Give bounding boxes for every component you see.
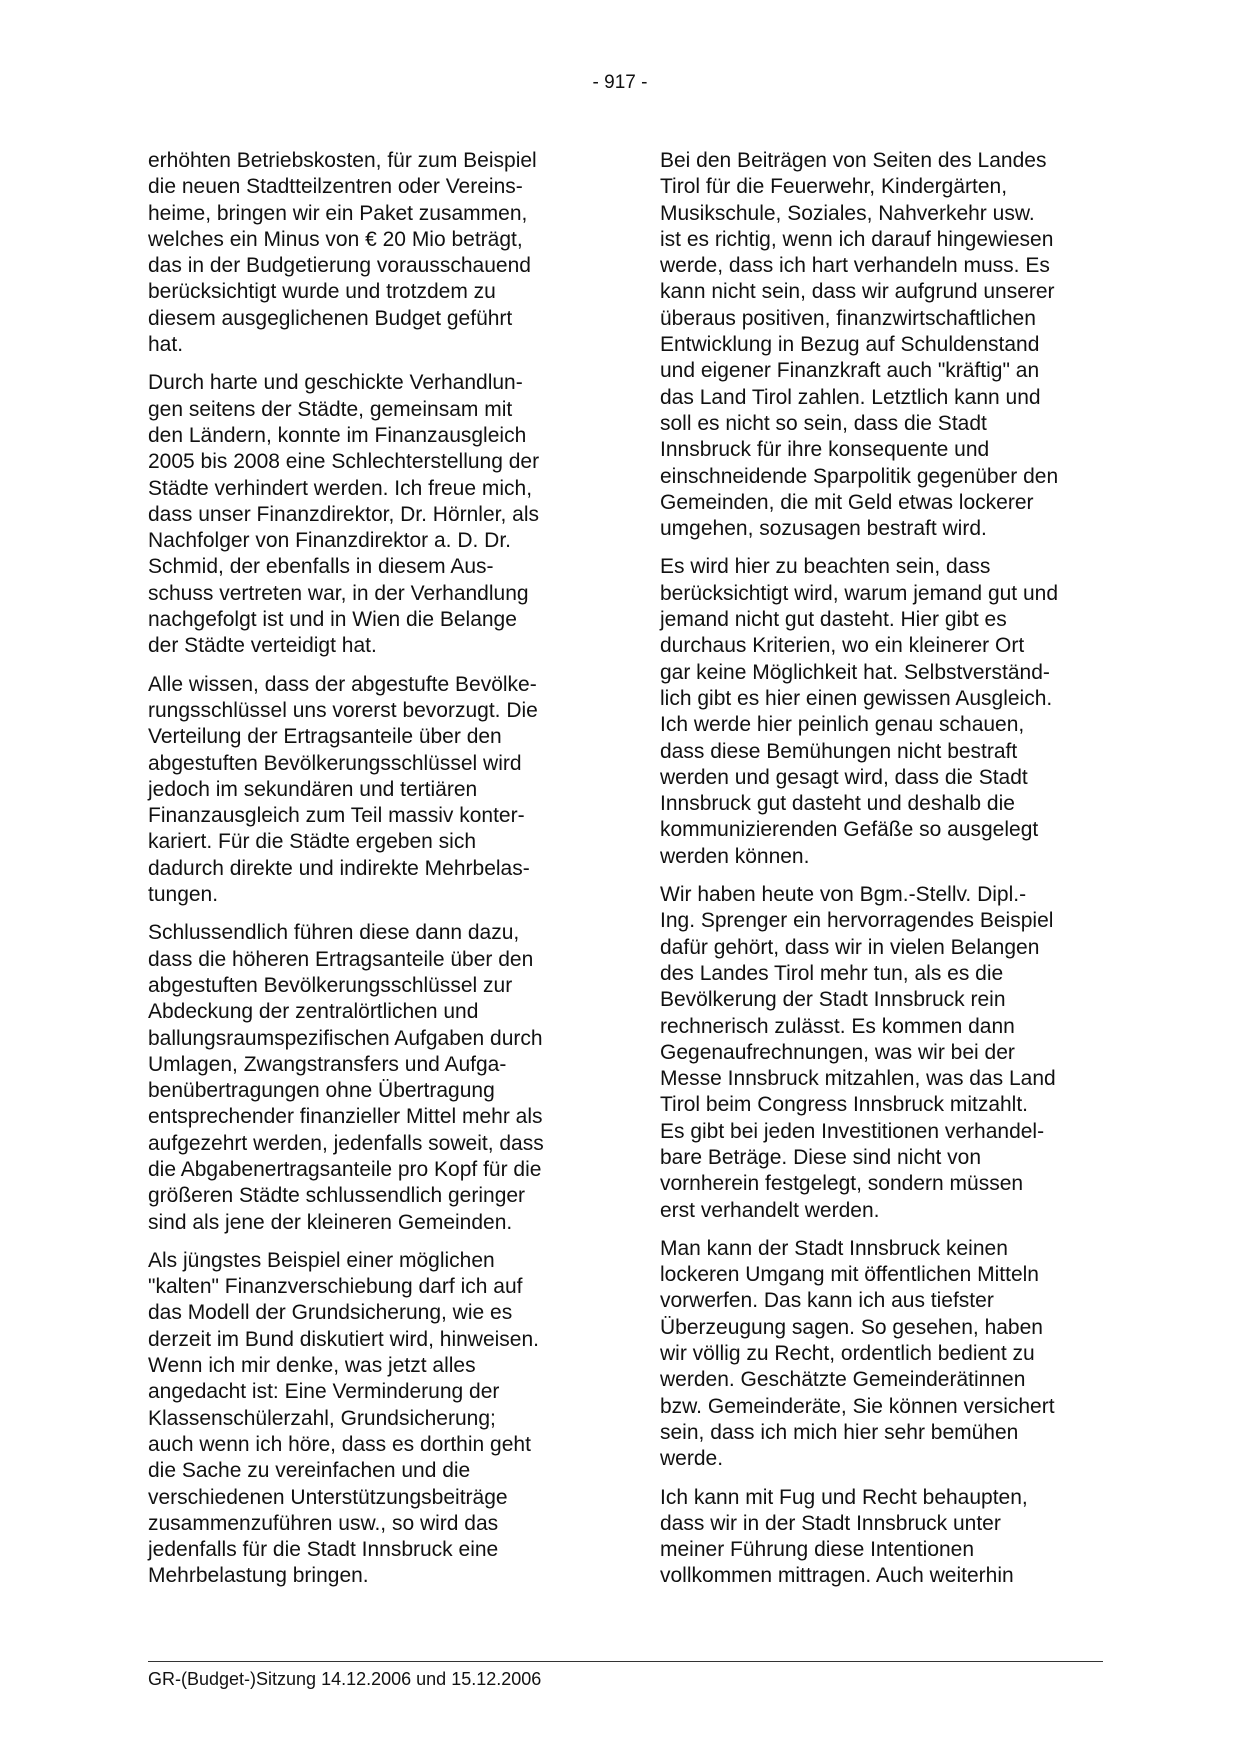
text-line: verschiedenen Unterstützungsbeiträge <box>148 1485 508 1509</box>
text-line: kommunizierenden Gefäße so ausgelegt <box>660 818 1039 842</box>
paragraph <box>148 370 588 659</box>
text-line: werden. Geschätzte Gemeinderätinnen <box>660 1368 1026 1392</box>
text-line: werden können. <box>660 844 810 868</box>
text-line: jedenfalls für die Stadt Innsbruck eine <box>148 1538 499 1562</box>
text-line: schuss vertreten war, in der Verhandlung <box>148 581 529 605</box>
text-line: aufgezehrt werden, jedenfalls soweit, dass <box>148 1131 544 1155</box>
text-line: Mehrbelastung bringen. <box>148 1564 369 1588</box>
text-line: das in der Budgetierung vorausschauend <box>148 254 531 278</box>
text-line: Gegenaufrechnungen, was wir bei der <box>660 1040 1015 1064</box>
text-line: die neuen Stadtteilzentren oder Vereins- <box>148 175 523 199</box>
text-line: Wir haben heute von Bgm.-Stellv. Dipl.- <box>660 883 1027 907</box>
paragraph <box>148 148 588 358</box>
text-line: Klassenschülerzahl, Grundsicherung; <box>148 1406 496 1430</box>
text-line: dass unser Finanzdirektor, Dr. Hörnler, als <box>148 502 540 526</box>
text-line: des Landes Tirol mehr tun, als es die <box>660 961 1004 985</box>
text-line: Als jüngstes Beispiel einer möglichen <box>148 1248 495 1272</box>
text-line: abgestuften Bevölkerungsschlüssel zur <box>148 973 513 997</box>
footer-text: GR-(Budget-)Sitzung 14.12.2006 und 15.12.2006 <box>148 1669 542 1689</box>
text-line: Man kann der Stadt Innsbruck keinen <box>660 1236 1008 1260</box>
paragraph <box>148 672 588 909</box>
text-line: wir völlig zu Recht, ordentlich bedient zu <box>660 1342 1035 1366</box>
paragraph <box>148 920 588 1236</box>
text-line: Tirol beim Congress Innsbruck mitzahlt. <box>660 1093 1029 1117</box>
text-line: heime, bringen wir ein Paket zusammen, <box>148 201 528 225</box>
text-line: Bei den Beiträgen von Seiten des Landes <box>660 149 1047 172</box>
text-line: sein, dass ich mich hier sehr bemühen <box>660 1420 1019 1444</box>
paragraph <box>148 1248 588 1590</box>
text-line: jemand nicht gut dasteht. Hier gibt es <box>660 608 1007 632</box>
text-line: berücksichtigt wird, warum jemand gut und <box>660 581 1059 605</box>
text-line: Innsbruck gut dasteht und deshalb die <box>660 792 1015 816</box>
text-line: einschneidende Sparpolitik gegenüber den <box>660 464 1059 488</box>
text-line: zusammenzuführen usw., so wird das <box>148 1511 499 1535</box>
text-line: benübertragungen ohne Übertragung <box>148 1079 495 1103</box>
text-line: nachgefolgt ist und in Wien die Belange <box>148 608 517 632</box>
text-line: hat. <box>148 333 184 357</box>
text-line: Schmid, der ebenfalls in diesem Aus- <box>148 555 494 579</box>
text-line: berücksichtigt wurde und trotzdem zu <box>148 280 496 304</box>
text-line: Entwicklung in Bezug auf Schuldenstand <box>660 333 1040 357</box>
text-line: 2005 bis 2008 eine Schlechterstellung der <box>148 450 540 474</box>
text-line: vornherein festgelegt, sondern müssen <box>660 1172 1024 1196</box>
paragraph <box>660 1236 1100 1473</box>
text-line: auch wenn ich höre, dass es dorthin geht <box>148 1432 531 1456</box>
text-line: Alle wissen, dass der abgestufte Bevölke- <box>148 672 537 696</box>
left-column <box>148 148 588 1602</box>
text-line: dafür gehört, dass wir in vielen Belangen <box>660 935 1040 959</box>
text-line: gen seitens der Städte, gemeinsam mit <box>148 397 513 421</box>
text-line: werde, dass ich hart verhandeln muss. Es <box>660 254 1050 278</box>
text-line: tungen. <box>148 883 219 907</box>
text-line: Finanzausgleich zum Teil massiv konter- <box>148 804 525 828</box>
text-line: sind als jene der kleineren Gemeinden. <box>148 1210 513 1234</box>
text-line: bzw. Gemeinderäte, Sie können versichert <box>660 1394 1055 1418</box>
text-line: vorwerfen. Das kann ich aus tiefster <box>660 1289 994 1313</box>
text-line: umgehen, sozusagen bestraft wird. <box>660 517 987 541</box>
paragraph <box>660 882 1100 1224</box>
text-line: das Modell der Grundsicherung, wie es <box>148 1301 513 1325</box>
text-line: lockeren Umgang mit öffentlichen Mitteln <box>660 1263 1039 1287</box>
paragraph <box>660 554 1100 870</box>
text-line: und eigener Finanzkraft auch "kräftig" an <box>660 359 1040 383</box>
text-line: Nachfolger von Finanzdirektor a. D. Dr. <box>148 529 511 553</box>
text-line: gar keine Möglichkeit hat. Selbstverständ- <box>660 660 1050 684</box>
text-line: Überzeugung sagen. So gesehen, haben <box>660 1315 1043 1339</box>
text-line: Es gibt bei jeden Investitionen verhandel- <box>660 1119 1045 1143</box>
text-line: diesem ausgeglichenen Budget geführt <box>148 306 513 330</box>
text-line: Messe Innsbruck mitzahlen, was das Land <box>660 1067 1056 1091</box>
text-line: das Land Tirol zahlen. Letztlich kann und <box>660 385 1041 409</box>
text-line: Innsbruck für ihre konsequente und <box>660 438 990 462</box>
text-line: Ich kann mit Fug und Recht behaupten, <box>660 1485 1028 1509</box>
text-line: entsprechender finanzieller Mittel mehr als <box>148 1105 543 1129</box>
text-line: dadurch direkte und indirekte Mehrbelas- <box>148 856 530 880</box>
text-line: kann nicht sein, dass wir aufgrund unserer <box>660 280 1055 304</box>
text-line: Ing. Sprenger ein hervorragendes Beispiel <box>660 909 1054 933</box>
text-line: Durch harte und geschickte Verhandlun- <box>148 371 523 395</box>
text-line: Verteilung der Ertragsanteile über den <box>148 725 502 749</box>
text-line: dass wir in der Stadt Innsbruck unter <box>660 1511 1001 1535</box>
text-line: werden und gesagt wird, dass die Stadt <box>660 765 1028 789</box>
right-column <box>660 148 1100 1602</box>
paragraph <box>660 1485 1100 1590</box>
text-line: derzeit im Bund diskutiert wird, hinweisen. <box>148 1327 540 1351</box>
text-line: angedacht ist: Eine Verminderung der <box>148 1380 500 1404</box>
text-line: Bevölkerung der Stadt Innsbruck rein <box>660 988 1006 1012</box>
text-line: vollkommen mittragen. Auch weiterhin <box>660 1564 1014 1588</box>
paragraph <box>660 148 1100 542</box>
text-line: Umlagen, Zwangstransfers und Aufga- <box>148 1052 507 1076</box>
text-line: abgestuften Bevölkerungsschlüssel wird <box>148 751 522 775</box>
text-line: Ich werde hier peinlich genau schauen, <box>660 713 1025 737</box>
text-line: kariert. Für die Städte ergeben sich <box>148 830 477 854</box>
text-line: meiner Führung diese Intentionen <box>660 1538 975 1562</box>
text-line: werde. <box>660 1447 724 1471</box>
text-line: die Sache zu vereinfachen und die <box>148 1459 471 1483</box>
page-number: - 917 - <box>592 72 648 93</box>
text-line: die Abgabenertragsanteile pro Kopf für die <box>148 1157 542 1181</box>
text-line: Städte verhindert werden. Ich freue mich, <box>148 476 533 500</box>
text-line: ballungsraumspezifischen Aufgaben durch <box>148 1026 543 1050</box>
text-line: lich gibt es hier einen gewissen Ausgleich. <box>660 686 1053 710</box>
text-line: jedoch im sekundären und tertiären <box>148 777 478 801</box>
text-line: Gemeinden, die mit Geld etwas lockerer <box>660 490 1034 514</box>
text-line: Abdeckung der zentralörtlichen und <box>148 1000 479 1024</box>
text-line: welches ein Minus von € 20 Mio beträgt, <box>148 227 523 251</box>
text-line: rechnerisch zulässt. Es kommen dann <box>660 1014 1015 1038</box>
text-line: größeren Städte schlussendlich geringer <box>148 1184 526 1208</box>
text-line: ist es richtig, wenn ich darauf hingewiesen <box>660 227 1054 251</box>
text-line: dass diese Bemühungen nicht bestraft <box>660 739 1018 763</box>
text-line: Musikschule, Soziales, Nahverkehr usw. <box>660 201 1035 225</box>
text-line: soll es nicht so sein, dass die Stadt <box>660 411 987 435</box>
text-line: erst verhandelt werden. <box>660 1198 880 1222</box>
text-line: Schlussendlich führen diese dann dazu, <box>148 921 520 945</box>
footer-rule <box>148 1661 1103 1662</box>
text-line: der Städte verteidigt hat. <box>148 634 377 658</box>
text-line: dass die höheren Ertragsanteile über den <box>148 947 534 971</box>
text-line: rungsschlüssel uns vorerst bevorzugt. Die <box>148 698 538 722</box>
text-line: erhöhten Betriebskosten, für zum Beispiel <box>148 149 537 172</box>
text-line: überaus positiven, finanzwirtschaftlichen <box>660 306 1036 330</box>
text-line: Es wird hier zu beachten sein, dass <box>660 555 991 579</box>
text-line: den Ländern, konnte im Finanzausgleich <box>148 423 527 447</box>
text-line: bare Beträge. Diese sind nicht von <box>660 1145 982 1169</box>
text-line: Tirol für die Feuerwehr, Kindergärten, <box>660 175 1008 199</box>
text-line: "kalten" Finanzverschiebung darf ich auf <box>148 1275 523 1299</box>
text-line: Wenn ich mir denke, was jetzt alles <box>148 1354 476 1378</box>
text-line: durchaus Kriterien, wo ein kleinerer Ort <box>660 634 1025 658</box>
